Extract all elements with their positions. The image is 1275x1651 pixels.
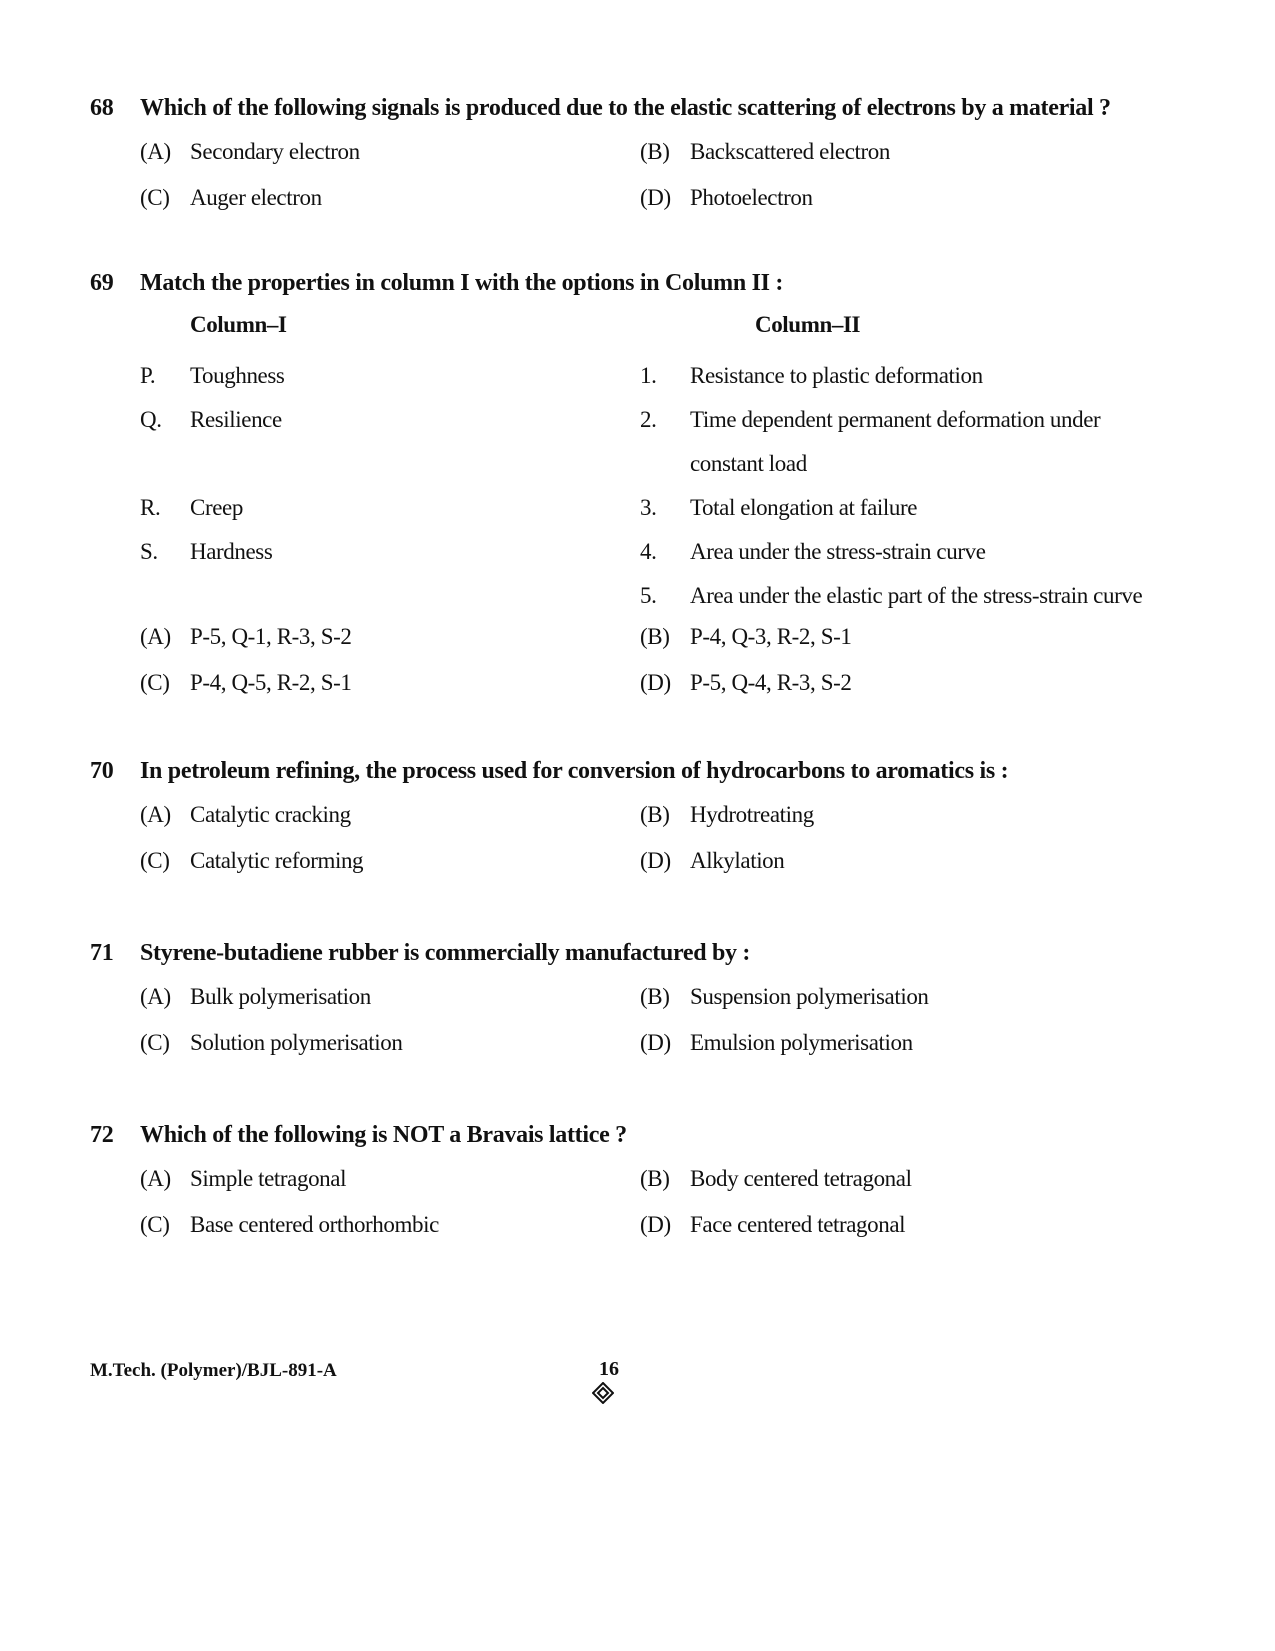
column-2-key: 4. xyxy=(640,539,657,564)
option-b xyxy=(640,622,1140,652)
option-key: (B) xyxy=(640,624,670,649)
question-number: 69 xyxy=(90,270,114,296)
option-text: P-5, Q-4, R-3, S-2 xyxy=(690,670,852,695)
column-2-key: 3. xyxy=(640,495,657,520)
match-table-header xyxy=(140,310,1200,354)
option-text: Photoelectron xyxy=(690,185,813,210)
option-key: (C) xyxy=(140,670,170,695)
option-text: Simple tetragonal xyxy=(190,1166,347,1191)
option-d xyxy=(640,668,1140,698)
option-text: Alkylation xyxy=(690,848,785,873)
option-key: (C) xyxy=(140,1030,170,1055)
match-row xyxy=(140,354,1200,398)
option-text: Bulk polymerisation xyxy=(190,984,371,1009)
option-d xyxy=(640,846,1140,876)
column-1-text: Hardness xyxy=(190,539,273,564)
option-a xyxy=(140,800,640,830)
question-number: 68 xyxy=(90,95,114,121)
option-key: (B) xyxy=(640,1166,670,1191)
column-2-text: Resistance to plastic deformation xyxy=(690,363,983,388)
option-key: (B) xyxy=(640,984,670,1009)
match-row xyxy=(140,398,1200,442)
column-1-key: S. xyxy=(140,539,158,564)
column-2-text: Time dependent permanent deformation under xyxy=(690,407,1101,432)
match-row xyxy=(140,486,1200,530)
option-d xyxy=(640,1210,1140,1240)
option-text: P-5, Q-1, R-3, S-2 xyxy=(190,624,352,649)
option-text: Secondary electron xyxy=(190,139,360,164)
option-key: (B) xyxy=(640,802,670,827)
column-1-key: P. xyxy=(140,363,156,388)
option-a xyxy=(140,982,640,1012)
question-text: Styrene-butadiene rubber is commercially manufactured by : xyxy=(140,940,751,966)
option-c xyxy=(140,668,640,698)
option-c xyxy=(140,1028,640,1058)
match-row xyxy=(140,574,1200,618)
question-number: 72 xyxy=(90,1122,114,1148)
question-text: Match the properties in column I with the options in Column II : xyxy=(140,270,784,296)
option-c xyxy=(140,846,640,876)
option-d xyxy=(640,1028,1140,1058)
option-a xyxy=(140,1164,640,1194)
question-69 xyxy=(90,268,1200,714)
diamond-mark-icon xyxy=(592,1382,614,1404)
option-text: Catalytic reforming xyxy=(190,848,364,873)
match-table xyxy=(140,310,1200,618)
paper-code: M.Tech. (Polymer)/BJL-891-A xyxy=(90,1360,337,1381)
question-number: 70 xyxy=(90,758,114,784)
options xyxy=(140,1164,1200,1256)
option-text: Face centered tetragonal xyxy=(690,1212,906,1237)
question-text: In petroleum refining, the process used for conversion of hydrocarbons to aromatics is : xyxy=(140,758,1009,784)
question-header xyxy=(90,1120,1200,1150)
option-text: P-4, Q-3, R-2, S-1 xyxy=(690,624,852,649)
option-key: (A) xyxy=(140,139,171,164)
option-b xyxy=(640,1164,1140,1194)
column-2-key xyxy=(640,442,690,486)
option-key: (C) xyxy=(140,185,170,210)
option-c xyxy=(140,1210,640,1240)
option-key: (A) xyxy=(140,984,171,1009)
question-header xyxy=(90,93,1200,123)
option-key: (D) xyxy=(640,848,671,873)
option-b xyxy=(640,800,1140,830)
question-header xyxy=(90,756,1200,786)
question-text: Which of the following signals is produced due to the elastic scattering of electrons by a material ? xyxy=(140,95,1111,121)
question-header xyxy=(90,938,1200,968)
options xyxy=(140,137,1200,229)
options xyxy=(140,800,1200,892)
option-text: Backscattered electron xyxy=(690,139,890,164)
options xyxy=(140,622,1200,714)
match-row xyxy=(140,442,1200,486)
column-2-text: Area under the stress-strain curve xyxy=(690,539,986,564)
column-2-key: 5. xyxy=(640,583,657,608)
option-b xyxy=(640,137,1140,167)
column-1-text: Resilience xyxy=(190,407,282,432)
page-number: 16 xyxy=(599,1358,619,1380)
option-text: Hydrotreating xyxy=(690,802,814,827)
option-key: (D) xyxy=(640,1212,671,1237)
option-a xyxy=(140,622,640,652)
option-key: (A) xyxy=(140,802,171,827)
option-key: (D) xyxy=(640,670,671,695)
options xyxy=(140,982,1200,1074)
question-71 xyxy=(90,938,1200,1074)
option-b xyxy=(640,982,1140,1012)
column-2-text: constant load xyxy=(690,451,807,476)
question-68 xyxy=(90,93,1200,229)
option-key: (A) xyxy=(140,1166,171,1191)
column-2-key: 1. xyxy=(640,363,657,388)
option-key: (A) xyxy=(140,624,171,649)
column-1-text: Creep xyxy=(190,495,243,520)
column-2-key: 2. xyxy=(640,407,657,432)
option-key: (B) xyxy=(640,139,670,164)
option-c xyxy=(140,183,640,213)
option-key: (C) xyxy=(140,848,170,873)
option-text: Base centered orthorhombic xyxy=(190,1212,439,1237)
column-1-text: Toughness xyxy=(190,363,285,388)
column-2-text: Area under the elastic part of the stress-strain curve xyxy=(690,583,1143,608)
option-text: Body centered tetragonal xyxy=(690,1166,912,1191)
option-text: Catalytic cracking xyxy=(190,802,351,827)
match-row xyxy=(140,530,1200,574)
question-text: Which of the following is NOT a Bravais lattice ? xyxy=(140,1122,627,1148)
question-70 xyxy=(90,756,1200,892)
option-d xyxy=(640,183,1140,213)
option-text: Emulsion polymerisation xyxy=(690,1030,913,1055)
option-key: (D) xyxy=(640,185,671,210)
question-number: 71 xyxy=(90,940,114,966)
column-1-key: Q. xyxy=(140,407,162,432)
option-a xyxy=(140,137,640,167)
option-key: (D) xyxy=(640,1030,671,1055)
column-1-key: R. xyxy=(140,495,161,520)
option-text: Auger electron xyxy=(190,185,322,210)
column-2-text: Total elongation at failure xyxy=(690,495,918,520)
question-header xyxy=(90,268,1200,298)
column-1-header: Column–I xyxy=(190,312,287,337)
option-text: Suspension polymerisation xyxy=(690,984,929,1009)
option-text: Solution polymerisation xyxy=(190,1030,403,1055)
option-text: P-4, Q-5, R-2, S-1 xyxy=(190,670,352,695)
option-key: (C) xyxy=(140,1212,170,1237)
question-72 xyxy=(90,1120,1200,1256)
column-2-header: Column–II xyxy=(755,312,861,337)
